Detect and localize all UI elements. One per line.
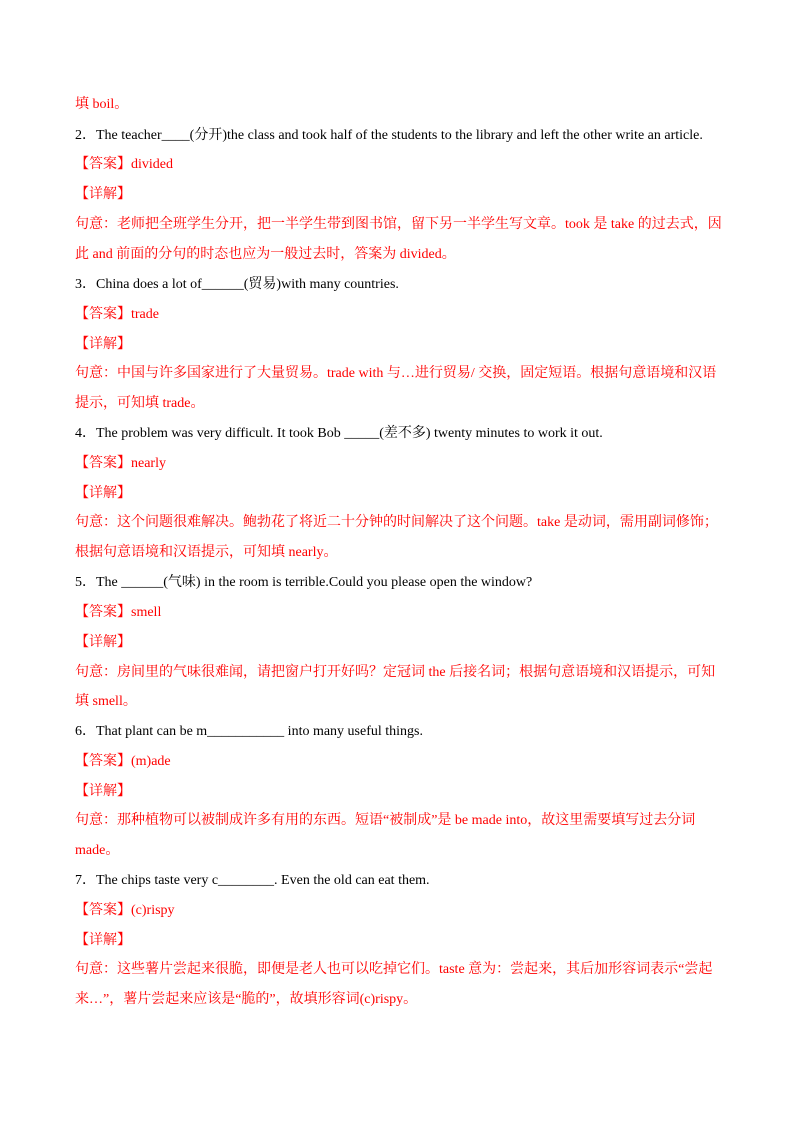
question-4: 4．The problem was very difficult. It took Bob _____(差不多) twenty minutes to work it out. xyxy=(75,426,603,441)
explanation-3-line-2: 提示，可知填 trade。 xyxy=(75,396,205,411)
question-7: 7．The chips taste very c________. Even the old can eat them. xyxy=(75,873,430,888)
detail-label-3: 【详解】 xyxy=(75,337,131,352)
answer-5: 【答案】smell xyxy=(75,605,162,620)
explanation-4-line-1: 句意：这个问题很难解决。鲍勃花了将近二十分钟的时间解决了这个问题。take 是动词，需用副词修饰； xyxy=(75,515,718,530)
answer-4: 【答案】nearly xyxy=(75,456,166,471)
explanation-2-line-2: 此 and 前面的分句的时态也应为一般过去时，答案为 divided。 xyxy=(75,247,456,262)
question-2: 2．The teacher____(分开)the class and took half of the students to the library and left the other write an article. xyxy=(75,128,703,143)
explanation-2-line-1: 句意：老师把全班学生分开，把一半学生带到图书馆，留下另一半学生写文章。took 是 take 的过去式，因 xyxy=(75,217,722,232)
answer-6: 【答案】(m)ade xyxy=(75,754,171,769)
detail-label-5: 【详解】 xyxy=(75,635,131,650)
explanation-6-line-1: 句意：那种植物可以被制成许多有用的东西。短语“被制成”是 be made into，故这里需要填写过去分词 xyxy=(75,813,696,828)
previous-explanation-tail: 填 boil。 xyxy=(75,97,129,112)
explanation-7-line-2: 来…”，薯片尝起来应该是“脆的”，故填形容词(c)rispy。 xyxy=(75,992,418,1007)
question-3: 3．China does a lot of______(贸易)with many countries. xyxy=(75,277,399,292)
explanation-5-line-2: 填 smell。 xyxy=(75,694,137,709)
explanation-5-line-1: 句意：房间里的气味很难闻，请把窗户打开好吗？定冠词 the 后接名词；根据句意语境和汉语提示，可知 xyxy=(75,665,716,680)
detail-label-2: 【详解】 xyxy=(75,187,131,202)
detail-label-7: 【详解】 xyxy=(75,933,131,948)
question-5: 5．The ______(气味) in the room is terrible.Could you please open the window? xyxy=(75,575,533,590)
explanation-4-line-2: 根据句意语境和汉语提示，可知填 nearly。 xyxy=(75,545,338,560)
question-6: 6．That plant can be m___________ into many useful things. xyxy=(75,724,424,739)
detail-label-4: 【详解】 xyxy=(75,486,131,501)
answer-7: 【答案】(c)rispy xyxy=(75,903,175,918)
answer-2: 【答案】divided xyxy=(75,157,173,172)
explanation-7-line-1: 句意：这些薯片尝起来很脆，即便是老人也可以吃掉它们。taste 意为：尝起来，其后加形容词表示“尝起 xyxy=(75,962,713,977)
detail-label-6: 【详解】 xyxy=(75,784,131,799)
answer-3: 【答案】trade xyxy=(75,307,159,322)
explanation-6-line-2: made。 xyxy=(75,843,120,858)
explanation-3-line-1: 句意：中国与许多国家进行了大量贸易。trade with 与…进行贸易/ 交换，固定短语。根据句意语境和汉语 xyxy=(75,366,717,381)
